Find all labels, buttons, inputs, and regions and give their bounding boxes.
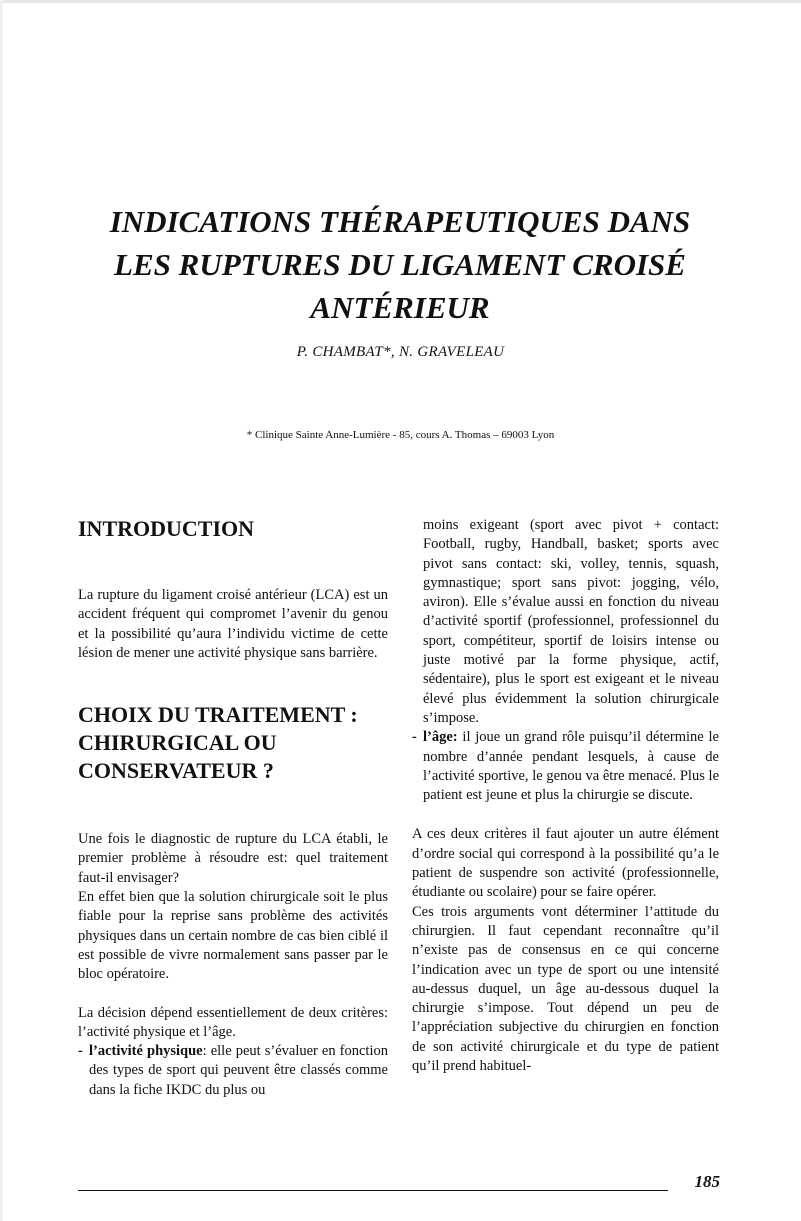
choix-paragraph-1: Une fois le diagnostic de rupture du LCA établi, le premier problème à résoudre est: quel traitement faut-il envisager? xyxy=(78,831,388,886)
bullet-activite: - l’activité physique: elle peut s’évaluer en fonction des types de sport qui peuvent être classés comme dans la fiche IKDC du plus ou xyxy=(78,1043,388,1098)
authors: P. CHAMBAT*, N. GRAVELEAU xyxy=(296,344,505,360)
title-line-3: ANTÉRIEUR xyxy=(310,290,490,325)
scan-top-edge xyxy=(0,0,801,3)
choix-heading xyxy=(78,701,388,785)
title-line-2: LES RUPTURES DU LIGAMENT CROISÉ xyxy=(114,247,686,282)
choix-heading-line-1: CHOIX DU TRAITEMENT : xyxy=(78,702,358,728)
bullet-age-label: l’âge: xyxy=(423,729,458,746)
choix-paragraph-2: En effet bien que la solution chirurgicale soit le plus fiable pour la reprise sans problème des activités physiques dans un certain nombre de cas bien ciblé il est possible de vivre normalement sans passer par le bloc opératoire. xyxy=(78,889,388,983)
affiliation: * Clinique Sainte Anne-Lumière - 85, cours A. Thomas – 69003 Lyon xyxy=(246,429,555,441)
bullet-activite-text: : elle peut s’évaluer en fonction des types de sport qui peuvent être classés comme dans la fiche IKDC du plus ou xyxy=(89,1043,388,1098)
article-title xyxy=(60,200,740,329)
choix-paragraph-3: La décision dépend essentiellement de deux critères: l’activité physique et l’âge. xyxy=(78,1004,388,1040)
footer-rule xyxy=(78,1190,668,1191)
intro-paragraph: La rupture du ligament croisé antérieur (LCA) est un accident fréquent qui compromet l’avenir du genou et la possibilité qu’aura l’individu victime de cette lésion de mener une activité physique sans barrière. xyxy=(78,587,388,661)
choix-paragraph-5: Ces trois arguments vont déterminer l’attitude du chirurgien. Il faut cependant reconnaître qu’il n’existe pas de consensus en ce qui concerne l’indication avec un type de sport ou une intensité au-dessus duquel, un âge au-dessous duquel la chirurgie s’impose. Tout dépend un peu de l’appréciation subjective du chirurgien en fonction de son activité chirurgicale et du type de patient qu’il prend habituel- xyxy=(412,903,719,1075)
title-line-1: INDICATIONS THÉRAPEUTIQUES DANS xyxy=(109,204,691,239)
choix-heading-line-3: CONSERVATEUR ? xyxy=(78,758,274,784)
choix-heading-line-2: CHIRURGICAL OU xyxy=(78,730,277,756)
right-column xyxy=(412,516,719,1076)
intro-heading: INTRODUCTION xyxy=(78,516,255,541)
bullet-age: - l’âge: il joue un grand rôle puisqu’il détermine le nombre d’année pendant lesquels, à cause de l’activité sportive, le genou va être menacé. Plus le patient est jeune et plus la chirurgie se discute. xyxy=(412,729,719,804)
bullet-activite-label: l’activité physique xyxy=(89,1043,203,1060)
bullet-activite-continued: moins exigeant (sport avec pivot + contact: Football, rugby, Handball, basket; sports avec pivot sans contact: ski, volley, tennis, squash, gymnastique; sport sans pivot: jogging, vélo, aviron). Elle s’évalue aussi en fonction du niveau d’activité sportif (professionnel, professionnel du sport, compétiteur, sportif de loisirs intense ou juste motivé par la forme physique, actif, sédentaire), plus le sport est exigeant et le niveau élevé plus évidemment la solution chirurgicale s’impose. xyxy=(423,517,719,726)
bullet-age-text: il joue un grand rôle puisqu’il détermine le nombre d’année pendant lesquels, à cause de l’activité sportive, le genou va être menacé. Plus le patient est jeune et plus la chirurgie se discute. xyxy=(423,729,719,804)
page-number: 185 xyxy=(694,1172,720,1191)
left-column xyxy=(78,515,388,1100)
scan-left-edge xyxy=(0,0,3,1221)
choix-paragraph-4: A ces deux critères il faut ajouter un autre élément d’ordre social qui correspond à la possibilité qu’a le patient de suspendre son activité (professionnelle, étudiante ou scolaire) pour se faire opérer. xyxy=(412,826,719,901)
